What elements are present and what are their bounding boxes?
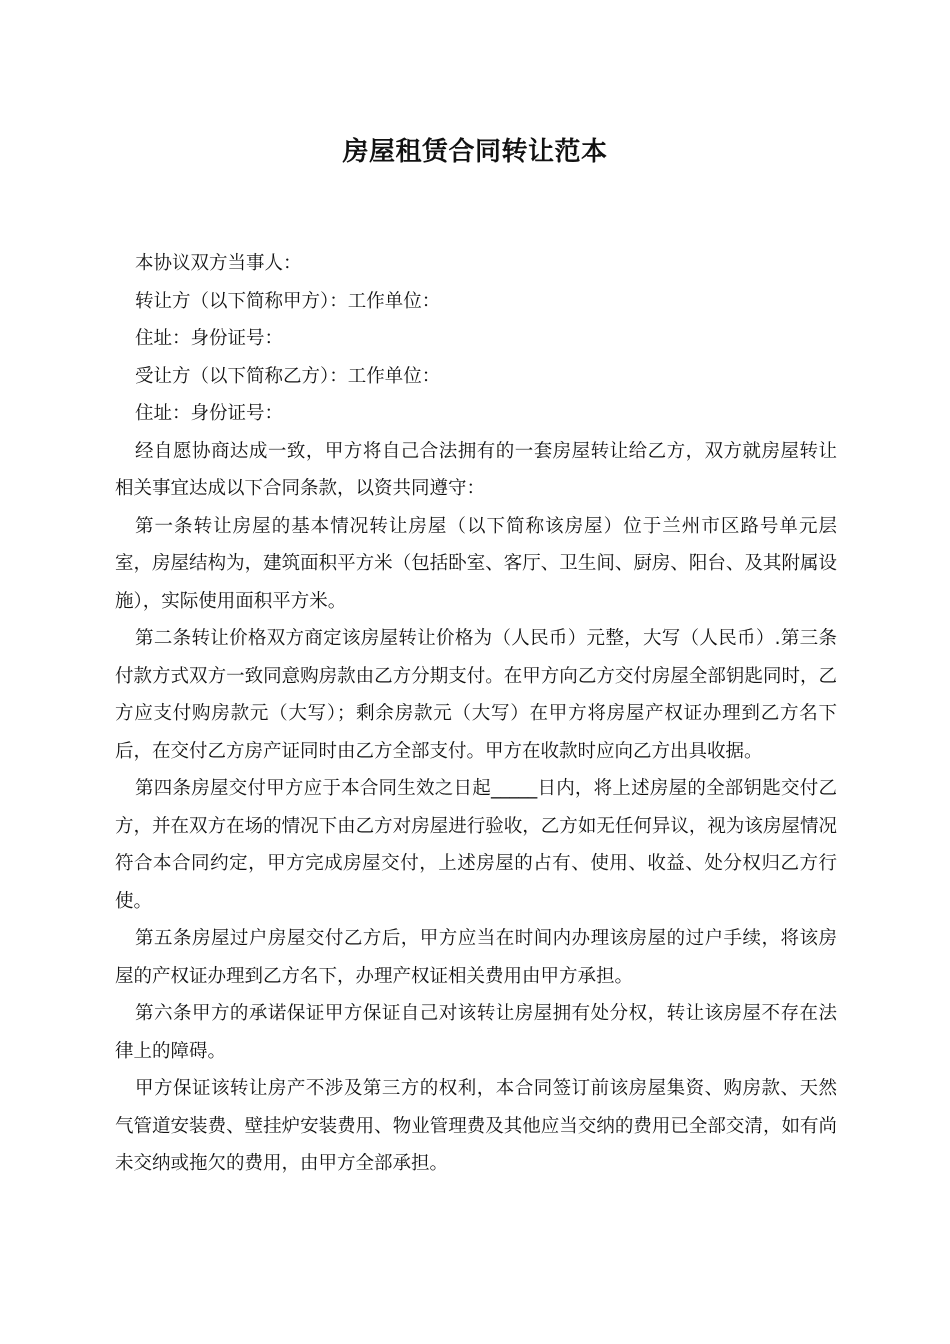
paragraph-article-6: 第六条甲方的承诺保证甲方保证自己对该转让房屋拥有处分权，转让该房屋不存在法律上的障碍。 — [115, 1003, 837, 1062]
document-title: 房屋租赁合同转让范本 — [342, 137, 608, 167]
paragraph-guarantee: 甲方保证该转让房产不涉及第三方的权利，本合同签订前该房屋集资、购房款、天然气管道安装费、壁挂炉安装费用、物业管理费及其他应当交纳的费用已全部交清，如有尚未交纳或拖欠的费用，由甲方全部承担。 — [115, 1078, 837, 1174]
document-body — [115, 245, 837, 1183]
paragraph-article-5: 第五条房屋过户房屋交付乙方后，甲方应当在时间内办理该房屋的过户手续，将该房屋的产权证办理到乙方名下，办理产权证相关费用由甲方承担。 — [115, 928, 837, 987]
paragraph-article-2-3: 第二条转让价格双方商定该房屋转让价格为（人民币）元整，大写（人民币）.第三条付款方式双方一致同意购房款由乙方分期支付。在甲方向乙方交付房屋全部钥匙同时，乙方应支付购房款元（大写）；剩余房款元（大写）在甲方将房屋产权证办理到乙方名下后，在交付乙方房产证同时由乙方全部支付。甲方在收款时应向乙方出具收据。 — [115, 628, 837, 762]
paragraph-transferor-address: 住址：身份证号： — [135, 328, 284, 349]
paragraph-transferor: 转让方（以下简称甲方）：工作单位： — [135, 290, 441, 312]
paragraph-parties-intro: 本协议双方当事人： — [135, 253, 302, 274]
paragraph-transferee: 受让方（以下简称乙方）：工作单位： — [135, 365, 441, 387]
paragraph-preamble: 经自愿协商达成一致，甲方将自己合法拥有的一套房屋转让给乙方，双方就房屋转让相关事宜达成以下合同条款，以资共同遵守： — [115, 440, 837, 499]
paragraph-article-1: 第一条转让房屋的基本情况转让房屋（以下简称该房屋）位于兰州市区路号单元层室，房屋结构为，建筑面积平方米（包括卧室、客厅、卫生间、厨房、阳台、及其附属设施），实际使用面积平方米。 — [115, 515, 837, 612]
paragraph-transferee-address: 住址：身份证号： — [135, 403, 284, 424]
paragraph-article-4: 第四条房屋交付甲方应于本合同生效之日起_____日内，将上述房屋的全部钥匙交付乙方，并在双方在场的情况下由乙方对房屋进行验收，乙方如无任何异议，视为该房屋情况符合本合同约定，甲方完成房屋交付，上述房屋的占有、使用、收益、处分权归乙方行使。 — [115, 778, 837, 912]
